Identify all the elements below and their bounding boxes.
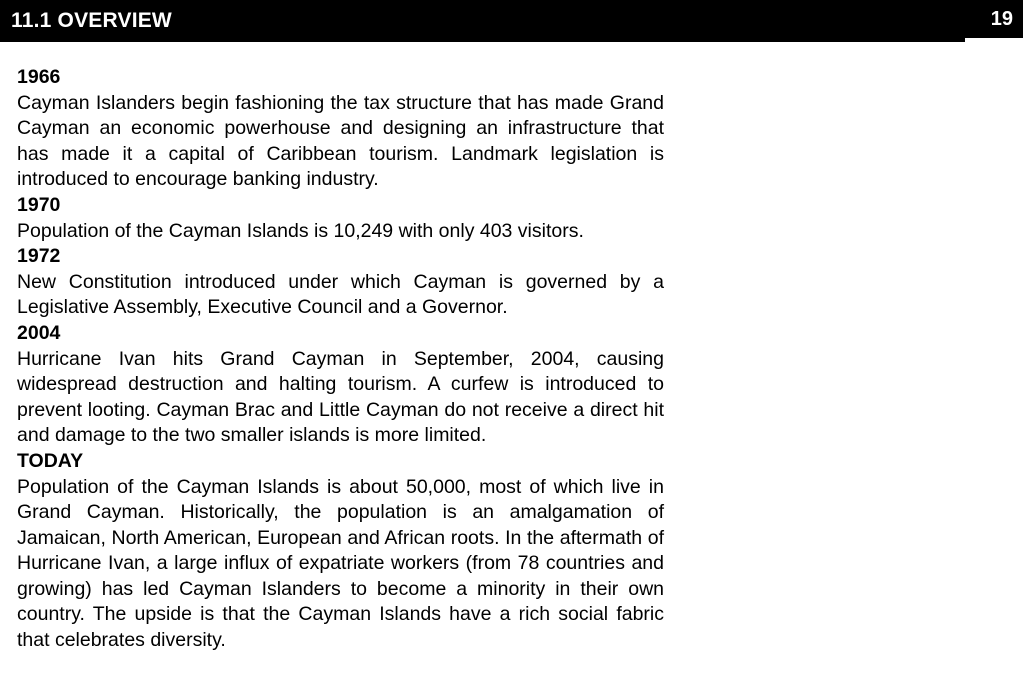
entry-text: Hurricane Ivan hits Grand Cayman in September, 2004, causing widespread destruction and halting tourism. A curfew is introduced to prevent looting. Cayman Brac and Little Cayman do not receive a direct hit and damage to the two smaller islands is more limited. — [17, 347, 664, 447]
timeline-entry-1970 — [17, 193, 664, 244]
entry-year: 1972 — [17, 245, 61, 268]
entry-year: TODAY — [17, 449, 84, 472]
timeline-entry-2004 — [17, 321, 664, 449]
entry-text: New Constitution introduced under which Cayman is governed by a Legislative Assembly, Executive Council and a Governor. — [17, 270, 664, 319]
timeline-entry-today — [17, 449, 664, 654]
entry-text: Population of the Cayman Islands is 10,249 with only 403 visitors. — [17, 219, 584, 242]
timeline-content — [17, 65, 664, 654]
entry-text: Cayman Islanders begin fashioning the tax structure that has made Grand Cayman an economic powerhouse and designing an infrastructure that has made it a capital of Caribbean tourism. Landmark legislation is introduced to encourage banking industry. — [17, 91, 664, 191]
header-bar — [0, 0, 1023, 42]
entry-year: 2004 — [17, 321, 61, 344]
entry-year: 1966 — [17, 66, 61, 88]
timeline-entry-1966 — [17, 65, 664, 193]
header-notch — [965, 38, 1023, 44]
entry-year: 1970 — [17, 193, 61, 216]
timeline-entry-1972 — [17, 244, 664, 321]
section-title: 11.1 OVERVIEW — [11, 9, 172, 32]
entry-text: Population of the Cayman Islands is about 50,000, most of which live in Grand Cayman. Historically, the population is an amalgamation of Jamaican, North American, European and African roots. In the aftermath of Hurricane Ivan, a large influx of expatriate workers (from 78 countries and growing) has led Cayman Islanders to become a minority in their own country. The upside is that the Cayman Islands have a rich social fabric that celebrates diversity. — [17, 475, 664, 652]
page-number: 19 — [990, 8, 1013, 30]
